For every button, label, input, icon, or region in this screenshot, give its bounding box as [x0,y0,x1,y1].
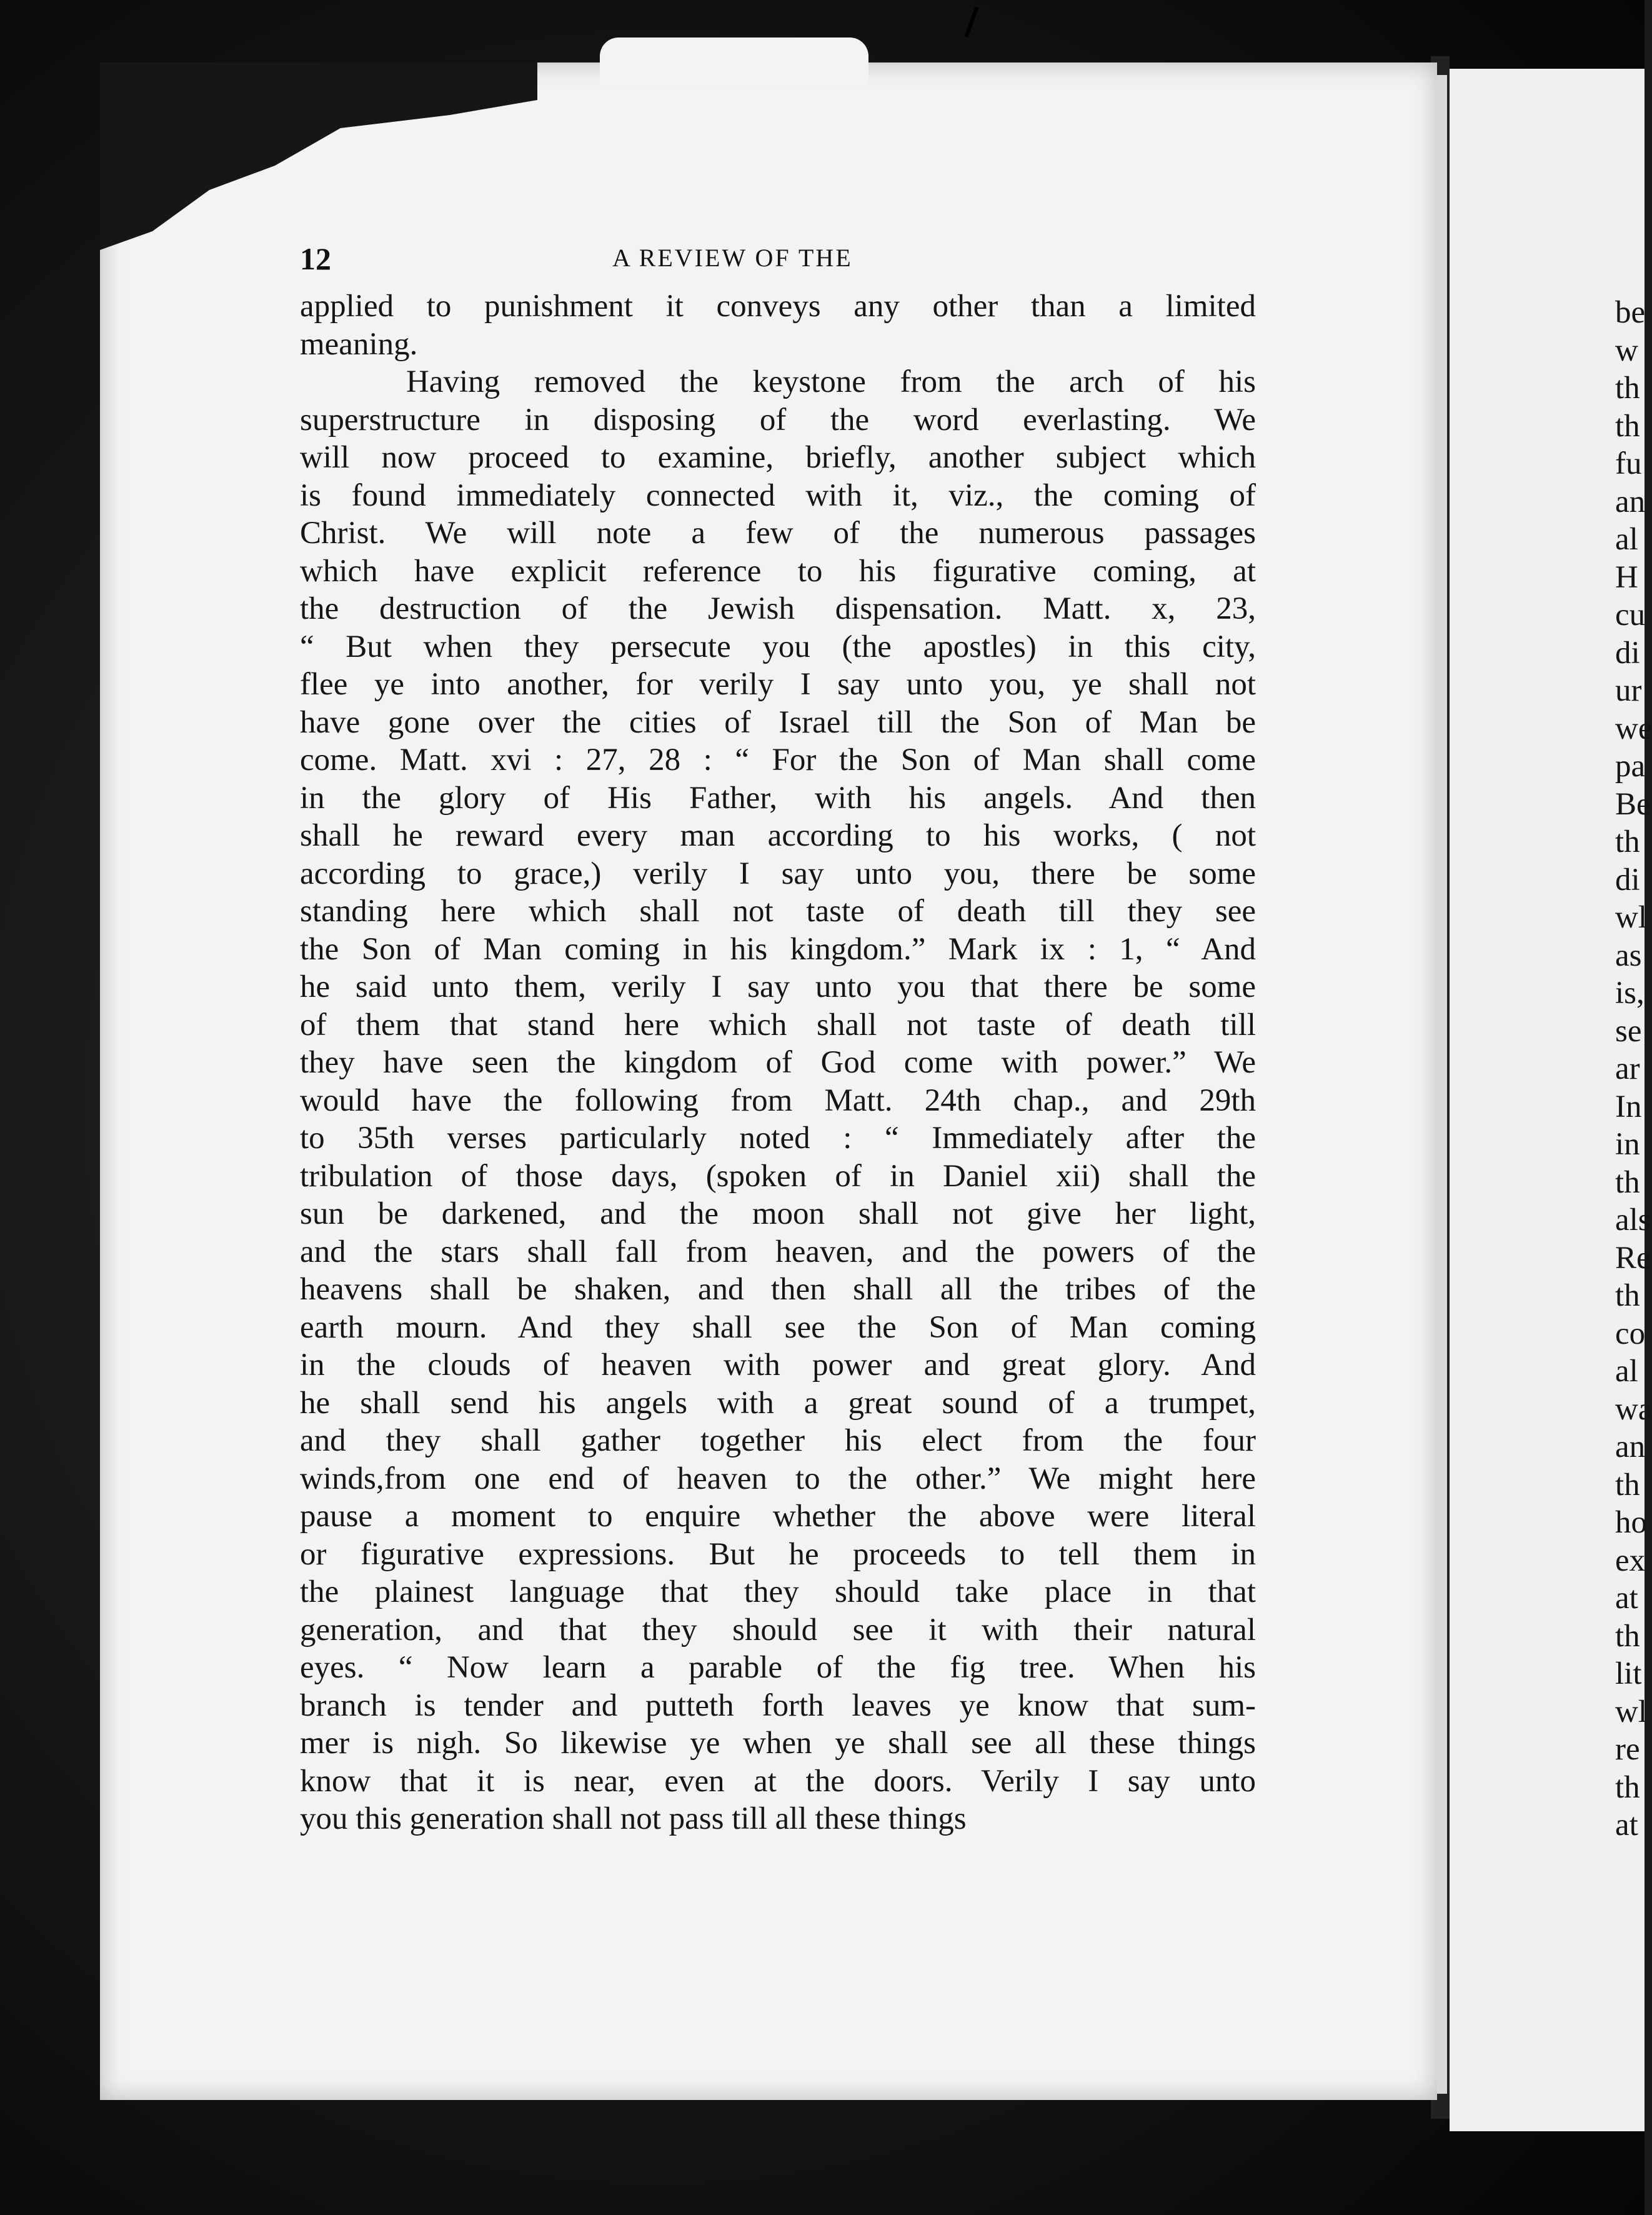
text-line: you this generation shall not pass till all these things [300,1801,967,1836]
text-line: applied to punishment it conveys any other than a limited [300,289,1256,324]
text-line: will now proceed to examine, briefly, another subject which [300,440,1256,475]
text-line: generation, and that they should see it with their natural [300,1612,1256,1648]
text-line: shall he reward every man according to his works, ( not [300,818,1256,853]
adjacent-text-fragment: ur [1615,673,1642,708]
adjacent-text-fragment: se [1615,1013,1642,1049]
adjacent-text-fragment: re [1615,1732,1640,1767]
adjacent-text-fragment: in [1615,1127,1640,1162]
text-line: have gone over the cities of Israel till the Son of Man be [300,704,1256,740]
adjacent-text-fragment: ex [1615,1542,1646,1578]
adjacent-text-fragment: th [1615,408,1640,444]
text-line: he shall send his angels with a great sound of a trumpet, [300,1385,1256,1421]
running-head: A REVIEW OF THE [612,244,853,272]
body-text [300,288,1256,1838]
adjacent-text-fragment: as [1615,938,1642,973]
text-line: heavens shall be shaken, and then shall all the tribes of the [300,1272,1256,1307]
adjacent-text-fragment: th [1615,1278,1640,1313]
adjacent-text-fragment: cu [1615,598,1646,632]
page-edge [1437,75,1447,2094]
text-line: would have the following from Matt. 24th chap., and 29th [300,1082,1256,1118]
adjacent-text-fragment: In [1615,1089,1642,1124]
adjacent-text-fragment: Re [1615,1240,1651,1276]
adjacent-text-fragment: th [1615,824,1640,859]
adjacent-text-fragment: an [1615,1429,1646,1464]
text-line: in the glory of His Father, with his angels. And then [300,780,1256,816]
adjacent-text-fragment: di [1615,635,1640,671]
adjacent-text-fragment: is, [1615,976,1645,1011]
adjacent-text-fragment: th [1615,1164,1640,1200]
adjacent-text-fragment: fu [1615,446,1642,481]
adjacent-text-fragment: th [1615,1618,1640,1654]
adjacent-text-fragment: we [1615,711,1652,746]
text-line: in the clouds of heaven with power and great glory. And [300,1348,1256,1382]
adjacent-text-fragment: co [1615,1316,1646,1351]
adjacent-text-fragment: th [1615,1769,1640,1805]
text-line: tribulation of those days, (spoken of in Daniel xii) shall the [300,1158,1256,1194]
adjacent-text-fragment: at [1615,1808,1638,1842]
adjacent-text-fragment: at [1615,1581,1638,1616]
text-line: or figurative expressions. But he proceeds to tell them in [300,1536,1256,1572]
text-line: come. Matt. xvi : 27, 28 : “ For the Son of Man shall come [300,742,1256,778]
text-line: the plainest language that they should take place in that [300,1574,1256,1609]
adjacent-text-fragment: Be [1615,786,1651,822]
text-line: know that it is near, even at the doors. Verily I say unto [300,1763,1256,1799]
adjacent-text-fragment: ar [1615,1051,1640,1086]
adjacent-text-fragment: al [1615,522,1638,557]
text-line: earth mourn. And they shall see the Son of Man coming [300,1309,1256,1345]
text-line: and they shall gather together his elect from the four [300,1423,1256,1458]
text-line: Having removed the keystone from the arch of his [406,364,1256,399]
text-line: he said unto them, verily I say unto you that there be some [300,969,1256,1004]
adjacent-text-fragment: an [1615,484,1646,519]
text-line: they have seen the kingdom of God come with power.” We [300,1045,1256,1080]
adjacent-text-fragment: H [1615,559,1638,595]
text-line: mer is nigh. So likewise ye when ye shall see all these things [300,1726,1256,1761]
text-line: which have explicit reference to his figurative coming, at [300,553,1256,589]
adjacent-text-fragment: wl [1615,1694,1647,1729]
adjacent-text-fragment: al [1615,1354,1638,1389]
text-line: according to grace,) verily I say unto you, there be some [300,856,1256,891]
adjacent-page-text [1615,294,1652,1844]
adjacent-text-fragment: lit [1615,1656,1642,1691]
text-line: Christ. We will note a few of the numerous passages [300,516,1256,551]
text-line: winds,from one end of heaven to the other.” We might here [300,1461,1256,1496]
text-line: the destruction of the Jewish dispensation. Matt. x, 23, [300,591,1256,626]
text-line: and the stars shall fall from heaven, and the powers of the [300,1234,1256,1269]
adjacent-text-fragment: pa [1615,749,1646,784]
adjacent-text-fragment: be [1615,295,1646,330]
text-line: to 35th verses particularly noted : “ Immediately after the [300,1121,1256,1156]
text-line: is found immediately connected with it, viz., the coming of [300,478,1256,513]
adjacent-text-fragment: ho [1615,1505,1647,1540]
adjacent-text-fragment: di [1615,862,1640,898]
adjacent-text-fragment: th [1615,371,1640,406]
adjacent-text-fragment: wa [1615,1391,1652,1427]
text-line: meaning. [300,326,418,362]
text-line: “ But when they persecute you (the apostles) in this city, [300,629,1256,664]
text-line: superstructure in disposing of the word everlasting. We [300,402,1256,438]
text-line: standing here which shall not taste of death till they see [300,894,1256,929]
text-line: the Son of Man coming in his kingdom.” Mark ix : 1, “ And [300,931,1256,967]
adjacent-text-fragment: w [1615,332,1638,368]
text-line: sun be darkened, and the moon shall not give her light, [300,1196,1256,1231]
text-line: pause a moment to enquire whether the above were literal [300,1499,1256,1534]
page-number: 12 [300,241,331,276]
text-line: of them that stand here which shall not taste of death till [300,1007,1256,1042]
text-line: branch is tender and putteth forth leaves ye know that sum- [300,1688,1256,1723]
adjacent-text-fragment: wl [1615,900,1647,935]
page-header [300,241,1275,278]
text-line: eyes. “ Now learn a parable of the fig tree. When his [300,1650,1256,1685]
page-top-tab [600,38,868,88]
text-line: flee ye into another, for verily I say unto you, ye shall not [300,667,1256,702]
adjacent-text-fragment: th [1615,1467,1640,1502]
adjacent-text-fragment: als [1615,1202,1651,1238]
